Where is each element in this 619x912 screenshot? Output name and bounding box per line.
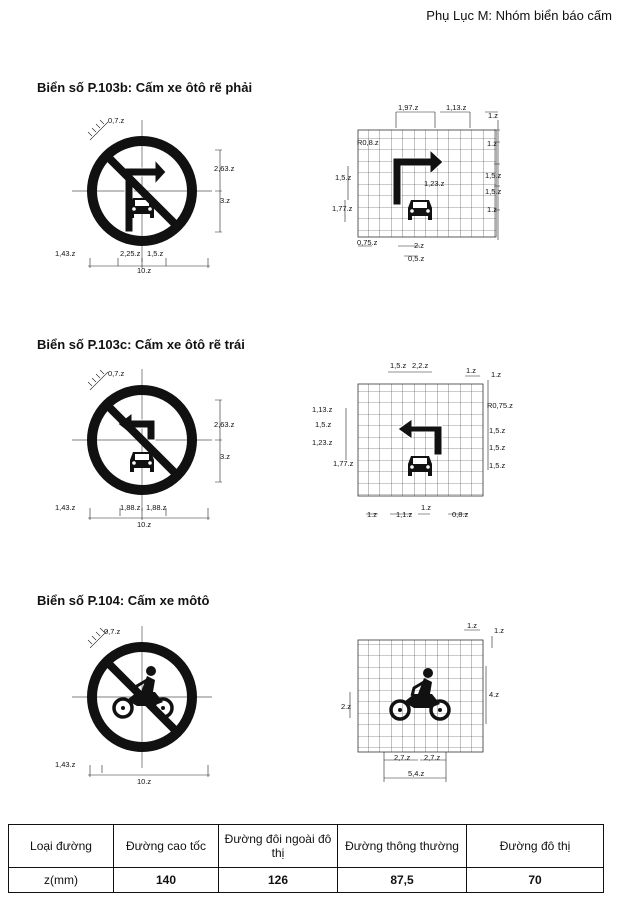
dim-label: 1,5.z	[390, 361, 407, 370]
dim-label: 10.z	[137, 777, 152, 786]
dim-label: 1,43.z	[55, 249, 76, 258]
dim-label: 2,7.z	[394, 753, 411, 762]
section-title-p103c: Biển số P.103c: Cấm xe ôtô rẽ trái	[37, 337, 245, 352]
dim-label: 1,5.z	[485, 171, 502, 180]
dim-label: 2.z	[414, 241, 425, 250]
dim-label: 1.z	[367, 510, 378, 519]
dim-label: 1.z	[467, 621, 478, 630]
dim-label: 2,7.z	[424, 753, 441, 762]
dim-label: 1,5.z	[315, 420, 332, 429]
grid-p104	[358, 640, 483, 752]
dim-label: 1,43.z	[55, 760, 76, 769]
dim-label: 1,13.z	[446, 103, 467, 112]
dim-label: 3.z	[220, 452, 231, 461]
sign-p103b	[72, 120, 212, 262]
sign-p104	[72, 626, 212, 768]
dim-label: 1,88.z	[120, 503, 141, 512]
dim-label: 1.z	[494, 626, 505, 635]
dim-label: 1,5.z	[485, 187, 502, 196]
dim-label: 1.z	[488, 111, 499, 120]
dim-label: 1,13.z	[312, 405, 333, 414]
dim-label: 2,25.z	[120, 249, 141, 258]
dim-label: 2,63.z	[214, 164, 235, 173]
table-cell: Đường đô thị	[467, 825, 604, 868]
dim-label: R0,75.z	[487, 401, 513, 410]
dim-label: 1,43.z	[55, 503, 76, 512]
dim-label: 2,63.z	[214, 420, 235, 429]
section-title-p103b: Biển số P.103b: Cấm xe ôtô rẽ phải	[37, 80, 253, 95]
dim-label: 10.z	[137, 520, 152, 529]
dim-label: 2.z	[341, 702, 352, 711]
dim-label: 3.z	[220, 196, 231, 205]
dim-label: 1,88.z	[146, 503, 167, 512]
grid-p103c	[358, 384, 483, 496]
dim-label: 1,1.z	[396, 510, 413, 519]
table-cell: 70	[467, 868, 604, 893]
dim-label: 1.z	[491, 370, 502, 379]
table-cell: Đường đôi ngoài đô thị	[219, 825, 338, 868]
dim-label: 1,23.z	[424, 179, 445, 188]
dim-label: 1.z	[421, 503, 432, 512]
dim-label: 0,75.z	[357, 238, 378, 247]
dim-label: 1.z	[466, 366, 477, 375]
table-cell: Loại đường	[9, 825, 114, 868]
table-cell: 126	[219, 868, 338, 893]
table-cell: 140	[114, 868, 219, 893]
dim-label: 4.z	[489, 690, 500, 699]
dim-label: 0,7.z	[108, 116, 125, 125]
sign-p103c	[72, 369, 212, 511]
dim-label: 1.z	[487, 205, 498, 214]
dim-label: 0,7.z	[104, 627, 121, 636]
dim-label: 1,23.z	[312, 438, 333, 447]
dim-label: 1,97.z	[398, 103, 419, 112]
dim-label: 0,5.z	[408, 254, 425, 263]
dim-label: 1,5.z	[489, 443, 506, 452]
dim-label: 0,8.z	[452, 510, 469, 519]
dim-label: 1,77.z	[332, 204, 353, 213]
z-value-table	[8, 824, 604, 893]
table-cell: Đường cao tốc	[114, 825, 219, 868]
dim-label: 1,5.z	[335, 173, 352, 182]
dim-label: 1,5.z	[489, 426, 506, 435]
dim-label: 2,2.z	[412, 361, 429, 370]
dim-label: 1,5.z	[147, 249, 164, 258]
dim-label: R0,8.z	[357, 138, 379, 147]
dim-label: 1,77.z	[333, 459, 354, 468]
dim-label: 10.z	[137, 266, 152, 275]
dim-label: 1,5.z	[489, 461, 506, 470]
dim-label: 5,4.z	[408, 769, 425, 778]
dim-label: 1.z	[487, 139, 498, 148]
table-cell: Đường thông thường	[338, 825, 467, 868]
dim-label: 0,7.z	[108, 369, 125, 378]
table-cell: z(mm)	[9, 868, 114, 893]
section-title-p104: Biển số P.104: Cấm xe môtô	[37, 593, 210, 608]
table-cell: 87,5	[338, 868, 467, 893]
page-header: Phụ Lục M: Nhóm biển báo cấm	[426, 8, 612, 23]
